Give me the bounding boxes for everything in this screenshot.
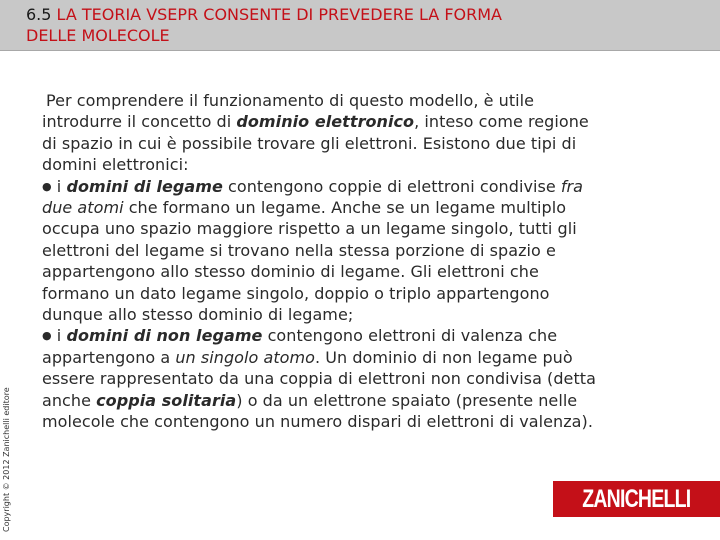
title-line-1: LA TEORIA VSEPR CONSENTE DI PREVEDERE LA FORMA	[56, 5, 502, 24]
text-line: dunque allo stesso dominio di legame;	[42, 305, 354, 325]
text-line: anche coppia solitaria) o da un elettrone spaiato (presente nelle	[42, 390, 578, 410]
bullet-icon: ●	[42, 179, 52, 193]
text-line: elettroni del legame si trovano nella stessa porzione di spazio e	[42, 240, 556, 260]
copyright-notice: Copyright © 2012 Zanichelli editore	[2, 387, 11, 532]
section-number: 6.5	[26, 5, 52, 24]
term-domini-di-non-legame: domini di non legame	[66, 326, 263, 346]
bullet-icon: ●	[42, 329, 52, 343]
text-line: appartengono a un singolo atomo. Un dominio di non legame può	[42, 347, 573, 367]
text-line: introdurre il concetto di dominio elettronico, inteso come regione	[42, 112, 589, 132]
term-coppia-solitaria: coppia solitaria	[96, 390, 237, 410]
text-line: di spazio in cui è possibile trovare gli elettroni. Esistono due tipi di	[42, 133, 577, 153]
text-line: molecole che contengono un numero dispari di elettroni di valenza).	[42, 412, 593, 432]
term-domini-di-legame: domini di legame	[66, 176, 223, 196]
text-line: domini elettronici:	[42, 155, 189, 175]
text-line: formano un dato legame singolo, doppio o triplo appartengono	[42, 283, 550, 303]
text-line: due atomi che formano un legame. Anche se un legame multiplo	[42, 198, 567, 218]
logo-text: ZANICHELLI	[582, 484, 691, 513]
text-line: occupa uno spazio maggiore rispetto a un legame singolo, tutti gli	[42, 219, 577, 239]
list-item: ● i domini di legame contengono coppie di elettroni condivise fra	[42, 176, 584, 196]
term-dominio-elettronico: dominio elettronico	[236, 112, 415, 132]
title-bar	[0, 0, 720, 51]
body-paragraph	[42, 90, 682, 433]
text-line: essere rappresentato da una coppia di elettroni non condivisa (detta	[42, 369, 596, 389]
title-line-2: DELLE MOLECOLE	[26, 26, 170, 45]
text-line: appartengono allo stesso dominio di legame. Gli elettroni che	[42, 262, 539, 282]
text-line: Per comprendere il funzionamento di questo modello, è utile	[46, 91, 535, 110]
list-item: ● i domini di non legame contengono elettroni di valenza che	[42, 326, 558, 346]
zanichelli-logo	[553, 481, 720, 517]
page-title	[26, 4, 686, 46]
